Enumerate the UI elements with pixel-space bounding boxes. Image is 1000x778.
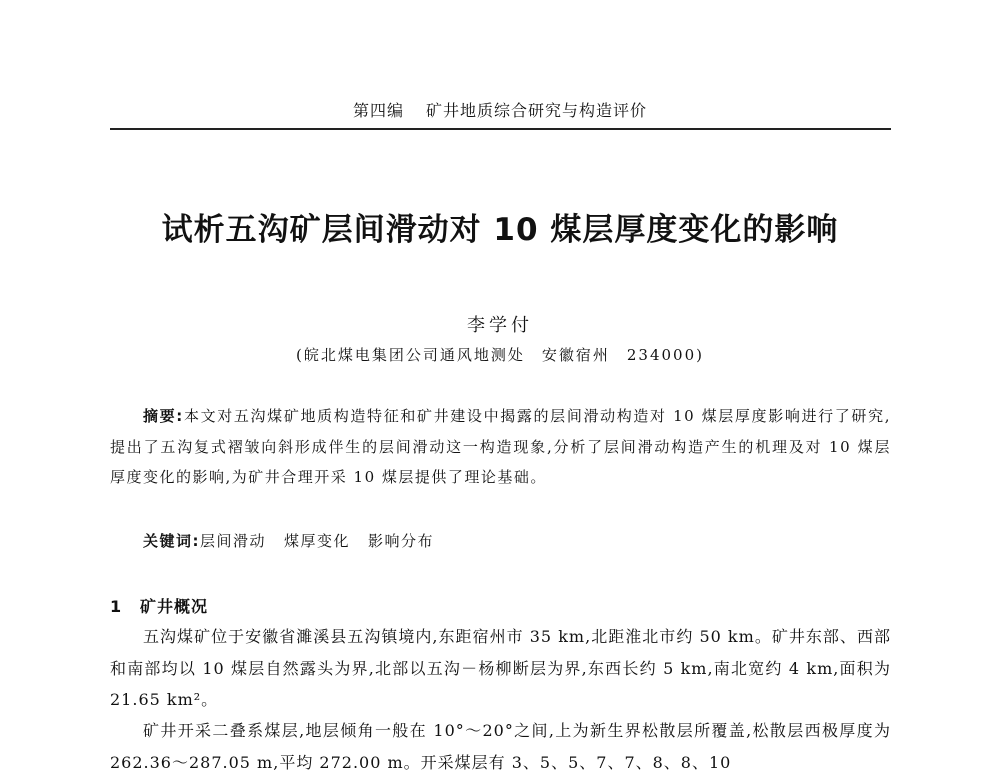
body-paragraph: 矿井开采二叠系煤层,地层倾角一般在 10°～20°之间,上为新生界松散层所覆盖,松散层西极厚度为 262.36～287.05 m,平均 272.00 m。开采煤层有 3、5、5、7、7、8、8、10 xyxy=(110,721,891,772)
author-name: 李学付 xyxy=(467,315,533,336)
running-header-section-title: 矿井地质综合研究与构造评价 xyxy=(426,101,648,120)
author-affiliation: (皖北煤电集团公司通风地测处 安徽宿州 234000) xyxy=(296,346,704,364)
abstract xyxy=(110,401,891,493)
running-header xyxy=(0,98,1000,121)
section-heading xyxy=(110,594,208,617)
header-rule xyxy=(110,128,891,130)
keywords-label: 关键词: xyxy=(143,532,200,550)
section-title: 矿井概况 xyxy=(140,597,209,616)
abstract-text: 本文对五沟煤矿地质构造特征和矿井建设中揭露的层间滑动构造对 10 煤层厚度影响进行了研究,提出了五沟复式褶皱向斜形成伴生的层间滑动这一构造现象,分析了层间滑动构造产生的机理及对 10 煤层厚度变化的影响,为矿井合理开采 10 煤层提供了理论基础。 xyxy=(110,407,891,486)
body-paragraph: 五沟煤矿位于安徽省濉溪县五沟镇境内,东距宿州市 35 km,北距淮北市约 50 km。矿井东部、西部和南部均以 10 煤层自然露头为界,北部以五沟－杨柳断层为界,东西长约 5 km,南北宽约 4 km,面积为 21.65 km²。 xyxy=(110,627,891,709)
keyword-item: 层间滑动 xyxy=(200,532,267,550)
abstract-label: 摘要: xyxy=(143,407,184,425)
keyword-item: 影响分布 xyxy=(368,532,435,550)
running-header-part: 第四编 xyxy=(352,101,404,120)
section-number: 1 xyxy=(110,597,123,616)
paper-title: 试析五沟矿层间滑动对 10 煤层厚度变化的影响 xyxy=(161,212,839,248)
keywords xyxy=(143,530,452,551)
keyword-item: 煤厚变化 xyxy=(284,532,351,550)
